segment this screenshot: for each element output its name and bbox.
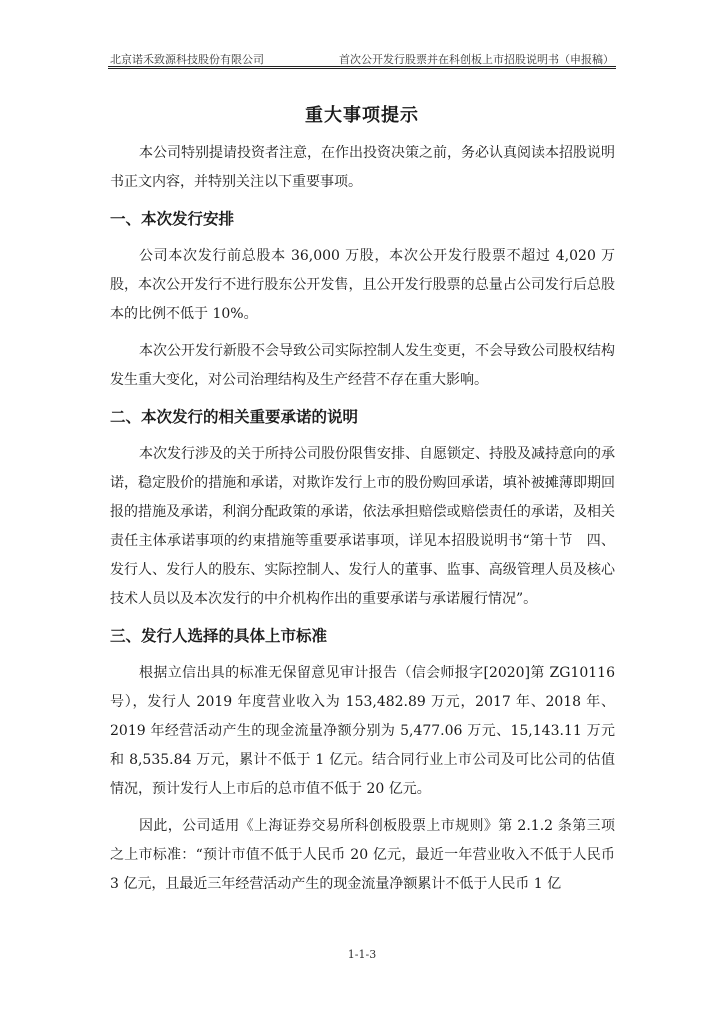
- document-body: [110, 139, 615, 907]
- header-rule: [108, 66, 616, 67]
- intro-paragraph: 本公司特别提请投资者注意，在作出投资决策之前，务必认真阅读本招股说明书正文内容，并特别关注以下重要事项。: [110, 145, 615, 190]
- header-company: 北京诺禾致源科技股份有限公司: [110, 53, 264, 66]
- paragraph: 本次公开发行新股不会导致公司实际控制人发生变更，不会导致公司股权结构发生重大变化，对公司治理结构及生产经营不存在重大影响。: [110, 343, 615, 388]
- section-heading-issuance: 一、本次发行安排: [110, 210, 235, 228]
- page-title: 重大事项提示: [305, 105, 419, 126]
- page-number: 1-1-3: [347, 948, 377, 961]
- paragraph: 因此，公司适用《上海证券交易所科创板股票上市规则》第 2.1.2 条第三项之上市标准：“预计市值不低于人民币 20 亿元，最近一年营业收入不低于人民币 3 亿元，且最近三年经营活动产生的现金流量净额累计不低于人民币 1 亿: [110, 818, 615, 892]
- page-header: [108, 49, 616, 67]
- paragraph: 公司本次发行前总股本 36,000 万股，本次公开发行股票不超过 4,020 万股，本次公开发行不进行股东公开发售，且公开发行股票的总量占公司发行后总股本的比例不低于 10%。: [110, 248, 615, 322]
- header-document-title: 首次公开发行股票并在科创板上市招股说明书（申报稿）: [339, 53, 614, 66]
- section-heading-listing-standard: 三、发行人选择的具体上市标准: [110, 627, 328, 645]
- section-heading-commitments: 二、本次发行的相关重要承诺的说明: [110, 408, 359, 426]
- paragraph: 根据立信出具的标准无保留意见审计报告（信会师报字[2020]第 ZG10116 号），发行人 2019 年度营业收入为 153,482.89 万元，2017 年、2018 年、2019 年经营活动产生的现金流量净额分别为 5,477.06 万元、15,143.11 万元和 8,535.84 万元，累计不低于 1 亿元。结合同行业上市公司及可比公司的估值情况，预计发行人上市后的总市值不低于 20 亿元。: [110, 665, 615, 797]
- header-rule-double: [108, 68, 616, 69]
- paragraph: 本次发行涉及的关于所持公司股份限售安排、自愿锁定、持股及减持意向的承诺，稳定股价的措施和承诺，对欺诈发行上市的股份购回承诺，填补被摊薄即期回报的措施及承诺，利润分配政策的承诺，依法承担赔偿或赔偿责任的承诺，及相关责任主体承诺事项的约束措施等重要承诺事项，详见本招股说明书“第十节 四、发行人、发行人的股东、实际控制人、发行人的董事、监事、高级管理人员及核心技术人员以及本次发行的中介机构作出的重要承诺与承诺履行情况”。: [110, 446, 615, 607]
